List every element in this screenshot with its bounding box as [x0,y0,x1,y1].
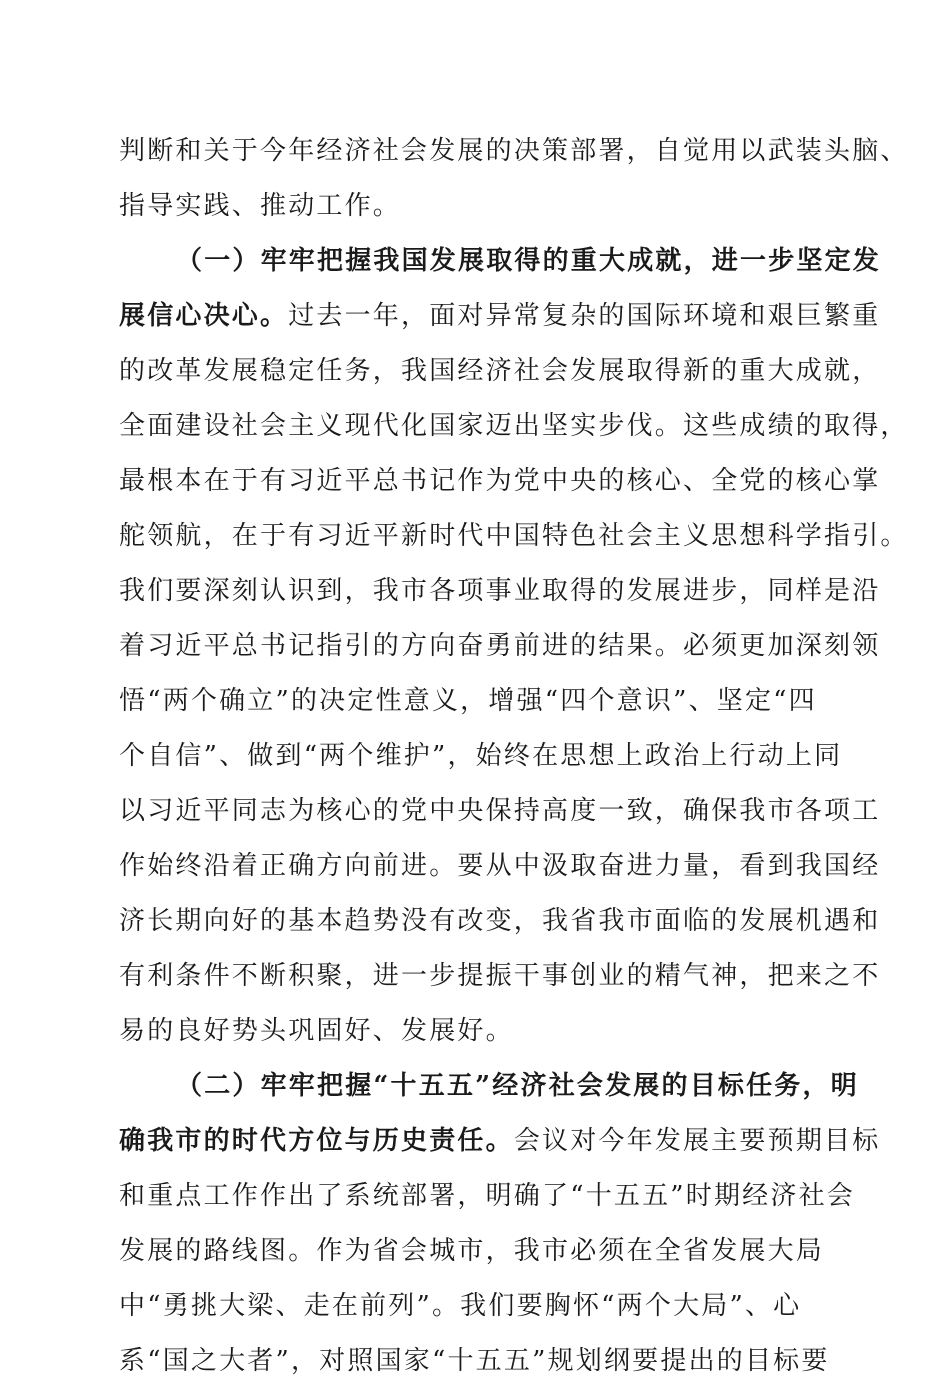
text-line-20 [119,1176,855,1216]
line-text: 最根本在于有习近平总书记作为党中央的核心、全党的核心掌 [119,466,881,496]
line-text: 个自信”、做到“两个维护”，始终在思想上政治上行动上同 [119,741,843,771]
text-line-13 [119,791,880,831]
line-text: 的改革发展稳定任务，我国经济社会发展取得新的重大成就， [119,356,881,386]
text-line-9 [119,571,880,611]
text-line-1 [119,131,909,171]
line-text: 济长期向好的基本趋势没有改变，我省我市面临的发展机遇和 [119,906,881,936]
line-text: 指导实践、推动工作。 [119,191,402,221]
line-text: 舵领航，在于有习近平新时代中国特色社会主义思想科学指引。 [119,521,909,551]
line-text: 和重点工作作出了系统部署，明确了“十五五”时期经济社会 [119,1181,855,1211]
section-heading-1 [176,241,881,281]
text-line-17 [119,1011,514,1051]
line-text: 会议对今年发展主要预期目标 [513,1126,881,1156]
heading-text: 确我市的时代方位与历史责任。 [119,1126,514,1156]
heading-text: 展信心决心。 [119,301,289,331]
text-line-8 [119,516,909,556]
line-text: 以习近平同志为核心的党中央保持高度一致，确保我市各项工 [119,796,881,826]
text-line-4 [119,296,880,336]
line-text: 判断和关于今年经济社会发展的决策部署，自觉用以武装头脑、 [119,136,909,166]
heading-text: （二）牢牢把握“十五五”经济社会发展的目标任务，明 [176,1071,859,1101]
line-text: 系“国之大者”，对照国家“十五五”规划纲要提出的目标要 [119,1346,830,1376]
text-line-10 [119,626,880,666]
text-line-21 [119,1231,824,1271]
text-line-11 [119,681,817,721]
text-line-19 [119,1121,880,1161]
text-line-23 [119,1341,830,1381]
line-text: 悟“两个确立”的决定性意义，增强“四个意识”、坚定“四 [119,686,817,716]
heading-text: （一）牢牢把握我国发展取得的重大成就，进一步坚定发 [176,246,882,276]
text-line-2 [119,186,401,226]
line-text: 中“勇挑大梁、走在前列”。我们要胸怀“两个大局”、心 [119,1291,802,1321]
text-line-12 [119,736,842,776]
text-line-22 [119,1286,801,1326]
line-text: 着习近平总书记指引的方向奋勇前进的结果。必须更加深刻领 [119,631,881,661]
text-line-15 [119,901,880,941]
line-text: 过去一年，面对异常复杂的国际环境和艰巨繁重 [288,301,881,331]
line-text: 易的良好势头巩固好、发展好。 [119,1016,514,1046]
text-line-7 [119,461,880,501]
text-line-6 [119,406,909,446]
line-text: 有利条件不断积聚，进一步提振干事创业的精气神，把来之不 [119,961,881,991]
text-line-14 [119,846,880,886]
text-line-16 [119,956,880,996]
text-line-5 [119,351,880,391]
line-text: 发展的路线图。作为省会城市，我市必须在全省发展大局 [119,1236,825,1266]
line-text: 全面建设社会主义现代化国家迈出坚实步伐。这些成绩的取得， [119,411,909,441]
section-heading-2 [176,1066,859,1106]
line-text: 我们要深刻认识到，我市各项事业取得的发展进步，同样是沿 [119,576,881,606]
line-text: 作始终沿着正确方向前进。要从中汲取奋进力量，看到我国经 [119,851,881,881]
